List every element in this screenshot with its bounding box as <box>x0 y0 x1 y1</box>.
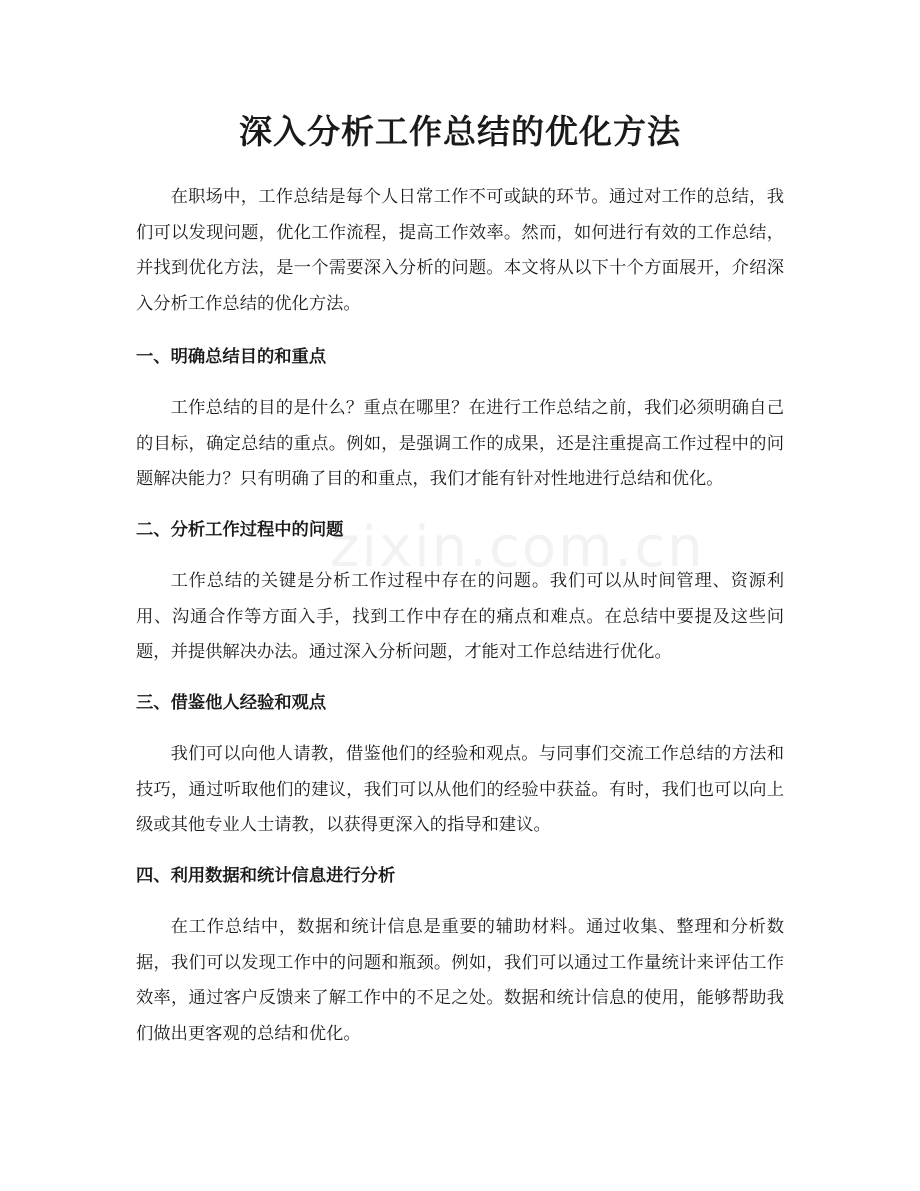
section-heading-4: 四、利用数据和统计信息进行分析 <box>136 866 396 886</box>
section-heading-3: 三、借鉴他人经验和观点 <box>136 693 327 713</box>
section-body-1: 工作总结的目的是什么？重点在哪里？在进行工作总结之前，我们必须明确自己的目标，确定总结的重点。例如，是强调工作的成果，还是注重提高工作过程中的问题解决能力？只有明确了目的和重点，我们才能有针对性地进行总结和优化。 <box>136 398 784 490</box>
section-body-3: 我们可以向他人请教，借鉴他们的经验和观点。与同事们交流工作总结的方法和技巧，通过听取他们的建议，我们可以从他们的经验中获益。有时，我们也可以向上级或其他专业人士请教，以获得更深入的指导和建议。 <box>136 744 784 836</box>
section-heading-2: 二、分析工作过程中的问题 <box>136 520 344 540</box>
page-title: 深入分析工作总结的优化方法 <box>239 112 681 151</box>
watermark: zixin.com.cn <box>330 515 705 580</box>
intro-paragraph: 在职场中，工作总结是每个人日常工作不可或缺的环节。通过对工作的总结，我们可以发现问题，优化工作流程，提高工作效率。然而，如何进行有效的工作总结，并找到优化方法，是一个需要深入分析的问题。本文将从以下十个方面展开，介绍深入分析工作总结的优化方法。 <box>136 187 784 314</box>
section-body-2: 工作总结的关键是分析工作过程中存在的问题。我们可以从时间管理、资源利用、沟通合作等方面入手，找到工作中存在的痛点和难点。在总结中要提及这些问题，并提供解决办法。通过深入分析问题，才能对工作总结进行优化。 <box>136 571 784 663</box>
section-body-4: 在工作总结中，数据和统计信息是重要的辅助材料。通过收集、整理和分析数据，我们可以发现工作中的问题和瓶颈。例如，我们可以通过工作量统计来评估工作效率，通过客户反馈来了解工作中的不足之处。数据和统计信息的使用，能够帮助我们做出更客观的总结和优化。 <box>136 917 784 1044</box>
section-heading-1: 一、明确总结目的和重点 <box>136 347 327 367</box>
